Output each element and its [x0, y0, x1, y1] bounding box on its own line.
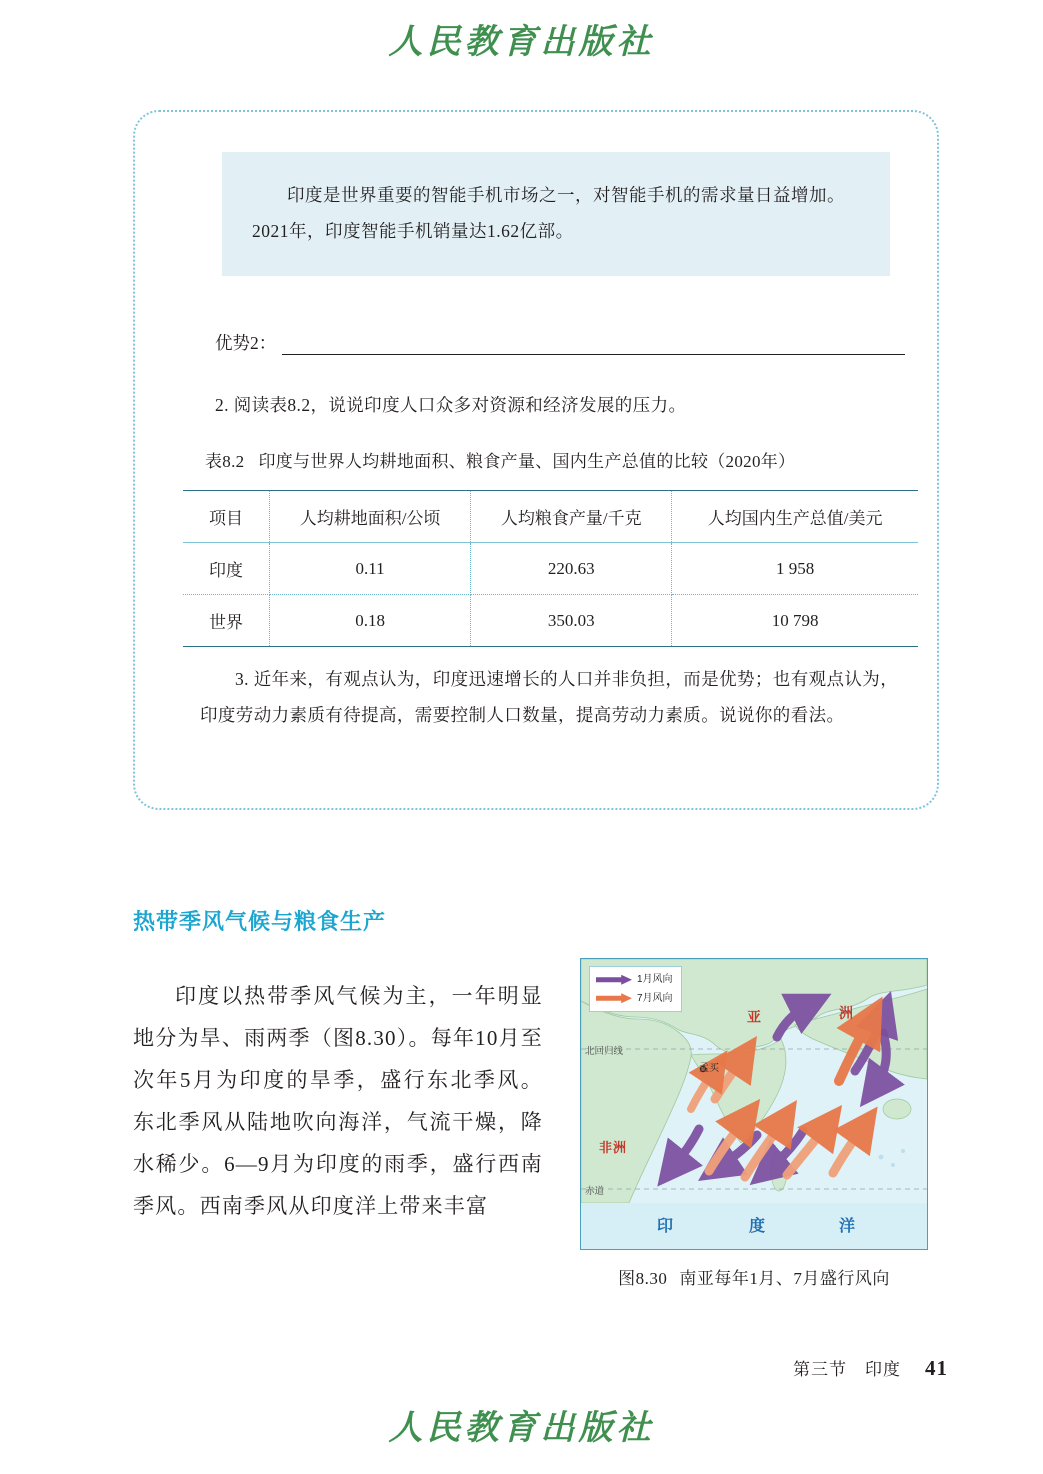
table-cell: 0.18 [270, 595, 471, 647]
legend-swatch-january [596, 975, 632, 985]
footer-section-label: 第三节 印度 [793, 1360, 901, 1379]
map-label-asia-1: 亚 [747, 1009, 763, 1025]
advantage-fill-in [215, 330, 905, 355]
map-label-equator: 赤道 [585, 1186, 605, 1197]
table-header-cell: 项目 [183, 491, 270, 543]
legend-label-july: 7月风向 [637, 992, 673, 1004]
map-label-africa: 非洲 [599, 1140, 628, 1155]
publisher-logo-top: 人民教育出版社 [388, 24, 655, 61]
table-header-cell: 人均粮食产量/千克 [471, 491, 672, 543]
map-label-indian-ocean-3: 洋 [839, 1218, 856, 1235]
publisher-logo-bottom: 人民教育出版社 [388, 1410, 655, 1447]
table-header-cell: 人均国内生产总值/美元 [672, 491, 918, 543]
figure-caption-number: 图8.30 [618, 1269, 668, 1288]
question-3: 3. 近年来，有观点认为，印度迅速增长的人口并非负担，而是优势；也有观点认为，印度劳动力素质有待提高，需要控制人口数量，提高劳动力素质。说说你的看法。 [200, 669, 899, 725]
map-label-asia-2: 洲 [839, 1005, 855, 1021]
table-cell: 世界 [183, 595, 270, 647]
figure-caption [580, 1264, 928, 1289]
info-note-text: 印度是世界重要的智能手机市场之一，对智能手机的需求量日益增加。2021年，印度智能手机销量达1.62亿部。 [252, 185, 845, 241]
table-caption-text: 印度与世界人均耕地面积、粮食产量、国内生产总值的比较（2020年） [258, 452, 796, 471]
advantage-answer-line[interactable] [282, 336, 905, 355]
table-row [183, 543, 918, 595]
table-cell: 220.63 [471, 543, 672, 595]
map-label-tropic-of-cancer: 北回归线 [585, 1046, 624, 1057]
legend-item-january [596, 972, 673, 988]
legend-label-january: 1月风向 [637, 974, 673, 985]
table-row [183, 595, 918, 647]
figure-image [580, 958, 928, 1250]
table-cell: 350.03 [471, 595, 672, 647]
table-caption [205, 447, 795, 472]
map-label-indian-ocean-1: 印 [657, 1218, 674, 1235]
map-legend [589, 966, 682, 1012]
section-heading: 热带季风气候与粮食生产 [133, 909, 387, 934]
table-cell: 印度 [183, 543, 270, 595]
legend-swatch-july [596, 993, 632, 1003]
table-cell: 10 798 [672, 595, 918, 647]
table-cell: 0.11 [270, 543, 471, 595]
figure-8-30 [580, 958, 928, 1289]
page-number: 41 [925, 1356, 948, 1380]
figure-caption-text: 南亚每年1月、7月盛行风向 [679, 1269, 890, 1288]
table-caption-number: 表8.2 [205, 452, 245, 471]
map-label-mumbai: 孟买 [699, 1063, 719, 1074]
legend-item-july [596, 991, 673, 1007]
comparison-table [183, 490, 918, 647]
table-header-row [183, 491, 918, 543]
map-label-indian-ocean-2: 度 [749, 1218, 766, 1235]
question-2: 2. 阅读表8.2，说说印度人口众多对资源和经济发展的压力。 [215, 395, 687, 415]
advantage-label: 优势2： [215, 333, 277, 353]
body-paragraph: 印度以热带季风气候为主，一年明显地分为旱、雨两季（图8.30）。每年10月至次年5月为印度的旱季，盛行东北季风。东北季风从陆地吹向海洋，气流干燥，降水稀少。6—9月为印度的雨季，盛行西南季风。西南季风从印度洋上带来丰富 [133, 984, 543, 1218]
info-note [222, 152, 890, 276]
table-cell: 1 958 [672, 543, 918, 595]
page-footer [793, 1355, 948, 1381]
table-header-cell: 人均耕地面积/公顷 [270, 491, 471, 543]
